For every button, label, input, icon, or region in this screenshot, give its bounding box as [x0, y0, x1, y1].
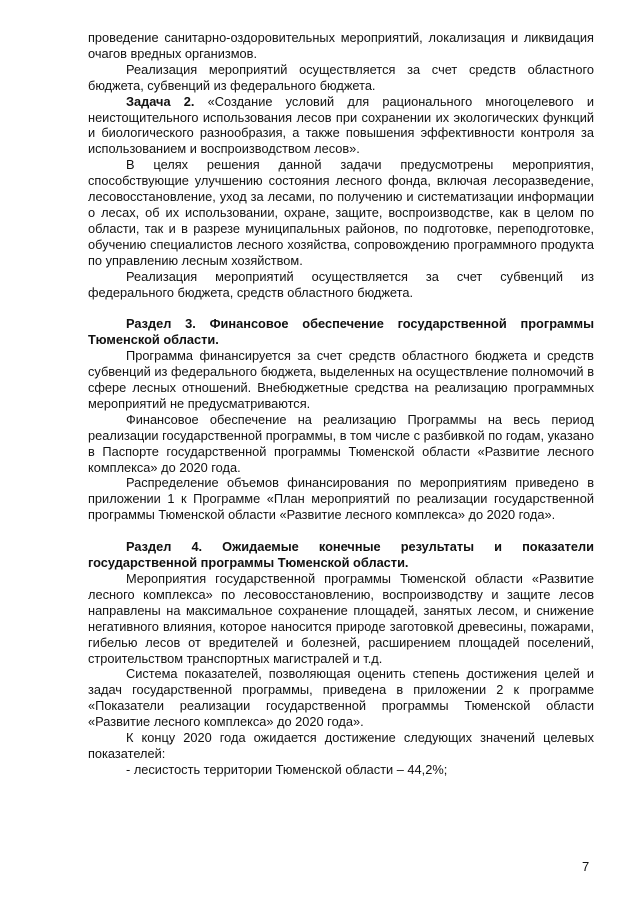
document-page	[88, 30, 594, 778]
paragraph: проведение санитарно-оздоровительных мероприятий, локализация и ликвидация очагов вредных организмов.	[88, 30, 594, 61]
paragraph: Реализация мероприятий осуществляется за счет средств областного бюджета, субвенций из федерального бюджета.	[88, 61, 594, 93]
section-3-heading: Раздел 3. Финансовое обеспечение государственной программы Тюменской области.	[88, 316, 594, 348]
task-2-label: Задача 2.	[126, 93, 195, 109]
paragraph: Мероприятия государственной программы Тюменской области «Развитие лесного комплекса» по лесовосстановлению, воспроизводству и защите лесов направлены на максимальное сохранение площадей, занятых лесом, и снижение негативного влияния, которое наносится природе заготовкой древесины, пожарами, гибелью лесов от вредителей и болезней, расширением площадей поселений, строительством транспортных магистралей и т.д.	[88, 571, 594, 666]
paragraph: Реализация мероприятий осуществляется за счет субвенций из федерального бюджета, средств областного бюджета.	[88, 268, 594, 300]
paragraph: К концу 2020 года ожидается достижение следующих значений целевых показателей:	[88, 730, 594, 761]
list-item: - лесистость территории Тюменской области – 44,2%;	[126, 761, 448, 777]
task-2-text: «Создание условий для рационального многоцелевого и неистощительного использования лесов при сохранении их экологических функций и биологического разнообразия, а также повышения эффективности контроля за использованием и воспроизводством лесов».	[88, 93, 594, 157]
paragraph: Программа финансируется за счет средств областного бюджета и средств субвенций из федерального бюджета, выделенных на осуществление полномочий в сфере лесных отношений. Внебюджетные средства на реализацию программных мероприятий не предусматриваются.	[88, 348, 594, 411]
section-4-heading: Раздел 4. Ожидаемые конечные результаты и показатели государственной программы Тюменской области.	[88, 539, 594, 571]
paragraph: Финансовое обеспечение на реализацию Программы на весь период реализации государственной программы, в том числе с разбивкой по годам, указано в Паспорте государственной программы Тюменской области «Развитие лесного комплекса» до 2020 года.	[88, 411, 594, 475]
task-2-paragraph	[88, 94, 594, 158]
page-number: 7	[582, 859, 590, 874]
paragraph: Система показателей, позволяющая оценить степень достижения целей и задач государственной программы, приведена в приложении 2 к программе «Показатели реализации государственной программы Тюменской области «Развитие лесного комплекса» до 2020 года».	[88, 666, 594, 730]
paragraph: Распределение объемов финансирования по мероприятиям приведено в приложении 1 к Программе «План мероприятий по реализации государственной программы Тюменской области «Развитие лесного комплекса» до 2020 года».	[88, 475, 594, 523]
paragraph: В целях решения данной задачи предусмотрены мероприятия, способствующие улучшению состояния лесного фонда, включая лесоразведение, лесовосстановление, уход за лесами, по получению и систематизации информации о лесах, об их использовании, охране, защите, воспроизводстве, как в целом по области, так и в разрезе муниципальных районов, по подготовке, переподготовке, обучению специалистов лесного хозяйства, сопровождению программного продукта по управлению лесным хозяйством.	[88, 157, 594, 268]
